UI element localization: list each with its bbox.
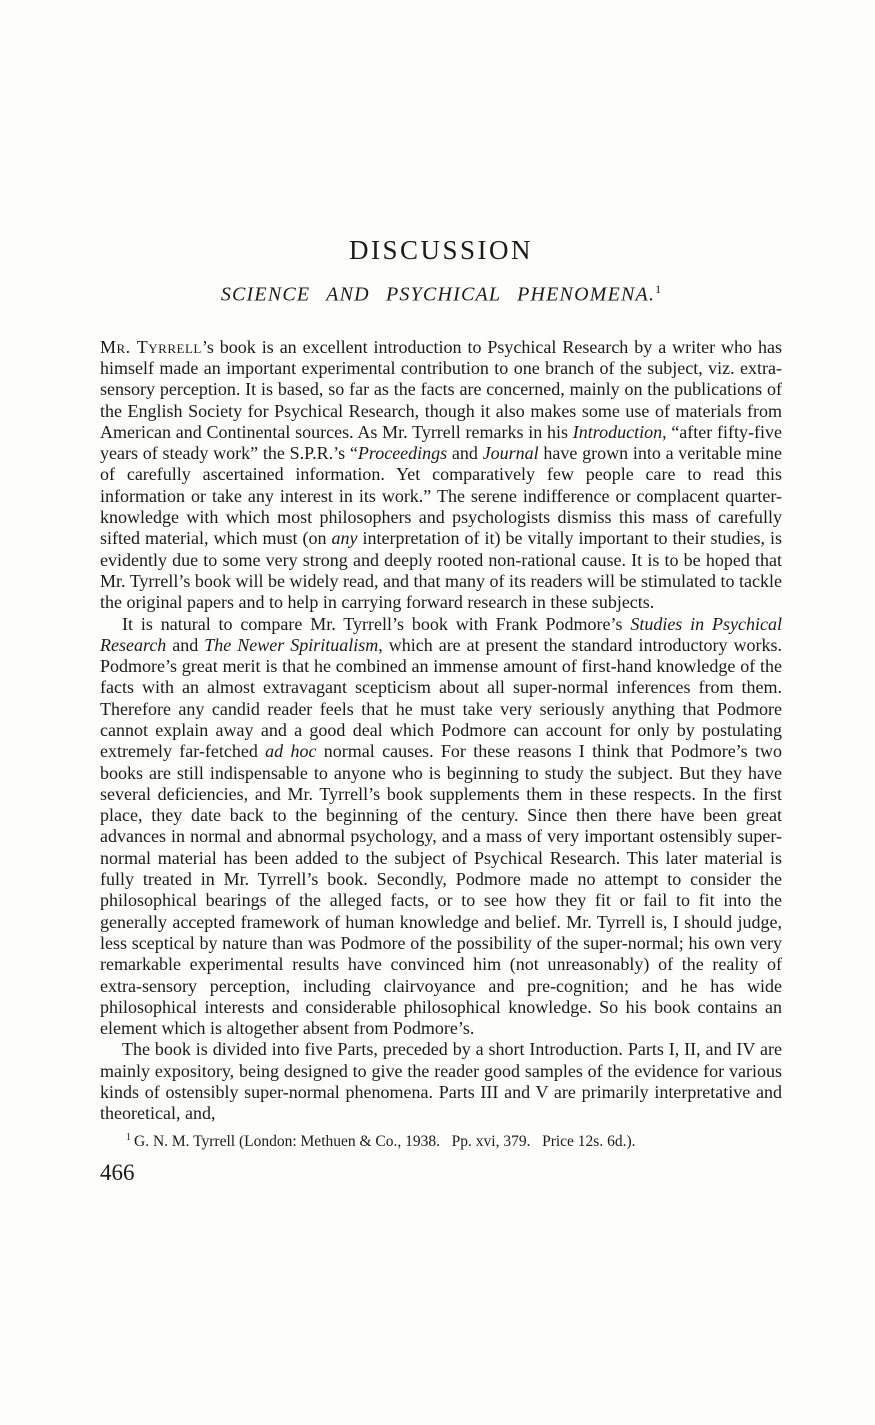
text-segment-smallcaps: Mr. Tyrrell (100, 336, 202, 357)
paragraph (100, 1039, 782, 1124)
text-segment: interpretation of it) be vitally important to their studies, is evidently due to some very strong and deeply rooted non-rational cause. It is to be hoped that Mr. Tyrrell’s book will be widely read, and that many of its readers will be stimulated to tackle the original papers and to help in carrying forward research in these subjects. (100, 528, 782, 613)
text-segment-italic: Studies in Psychical Research (100, 613, 783, 655)
article-title-text: SCIENCE AND PSYCHICAL PHENOMENA. (220, 283, 656, 306)
text-segment: normal causes. For these reasons I think that Podmore’s two books are still indispensable to anyone who is beginning to study the subject. But they have several deficiencies, and Mr. Tyrrell’s book supplements them in these respects. In the first place, they date back to the beginning of the century. Since then there have been great advances in normal and abnormal psychology, and a mass of very important ostensibly super-normal material has been added to the subject of Psychical Research. This later material is fully treated in Mr. Tyrrell’s book. Secondly, Podmore made no attempt to consider the philosophical bearings of the alleged facts, or to see how they fit or fail to fit into the generally accepted framework of human knowledge and belief. Mr. Tyrrell is, I should judge, less sceptical by nature than was Podmore of the possibility of the super-normal; his own very remarkable experimental results have convinced him (not unreasonably) of the reality of extra-sensory perception, including clairvoyance and pre-cognition; and he has wide philosophical interests and considerable philosophical knowledge. So his book contains an element which is altogether absent from Podmore’s. (100, 741, 782, 1039)
text-segment: , “after fifty-five years of steady work” the S.P.R.’s “ (100, 421, 782, 464)
text-segment: have grown into a veritable mine of carefully ascertained information. Yet comparatively few people care to read this information or take any interest in its work.” The serene indifference or complacent quarter-knowledge with which most philosophers and psychologists dismiss this mass of carefully sifted material, which must (on (100, 443, 782, 549)
text-segment: ’s book is an excellent introduction to Psychical Research by a writer who has himself made an important experimental contribution to one branch of the subject, viz. extra-sensory perception. It is based, so far as the facts are concerned, mainly on the publications of the English Society for Psychical Research, though it also makes some use of materials from American and Continental sources. As Mr. Tyrrell remarks in his (100, 336, 782, 442)
section-heading: DISCUSSION (348, 235, 534, 265)
text-segment-italic: Proceedings (357, 443, 448, 464)
footnote-text: G. N. M. Tyrrell (London: Methuen & Co., 1938. Pp. xvi, 379. Price 12s. 6d.). (134, 1132, 636, 1150)
text-segment-italic: ad hoc (265, 741, 317, 762)
title-footnote-mark: 1 (655, 282, 662, 296)
text-segment-italic: any (331, 528, 358, 549)
text-segment-italic: Journal (482, 443, 539, 464)
footnote-mark: 1 (126, 1131, 131, 1143)
article-title (100, 282, 782, 307)
paragraph (100, 614, 782, 1040)
text-segment-italic: Introduction (572, 421, 663, 442)
text-segment: It is natural to compare Mr. Tyrrell’s book with Frank Podmore’s (122, 613, 631, 634)
text-segment: and (166, 634, 205, 655)
text-segment: , which are at present the standard introductory works. Podmore’s great merit is that he combined an immense amount of first-hand knowledge of the facts with an almost extravagant scepticism about all super-normal inferences from them. Therefore any candid reader feels that he must take very seriously anything that Podmore cannot explain away and a good deal which Podmore can account for only by postulating extremely far-fetched (100, 634, 782, 762)
paragraph (100, 337, 782, 614)
text-column (100, 235, 782, 1186)
text-segment: and (447, 443, 483, 464)
article-body (100, 337, 782, 1125)
page-number: 466 (100, 1159, 135, 1185)
text-segment: The book is divided into five Parts, preceded by a short Introduction. Parts I, II, and IV are mainly expository, being designed to give the reader good samples of the evidence for various kinds of ostensibly super-normal phenomena. Parts III and V are primarily interpretative and theoretical, and, (100, 1039, 782, 1124)
footnote (100, 1128, 782, 1152)
text-segment-italic: The Newer Spiritualism (204, 634, 379, 655)
